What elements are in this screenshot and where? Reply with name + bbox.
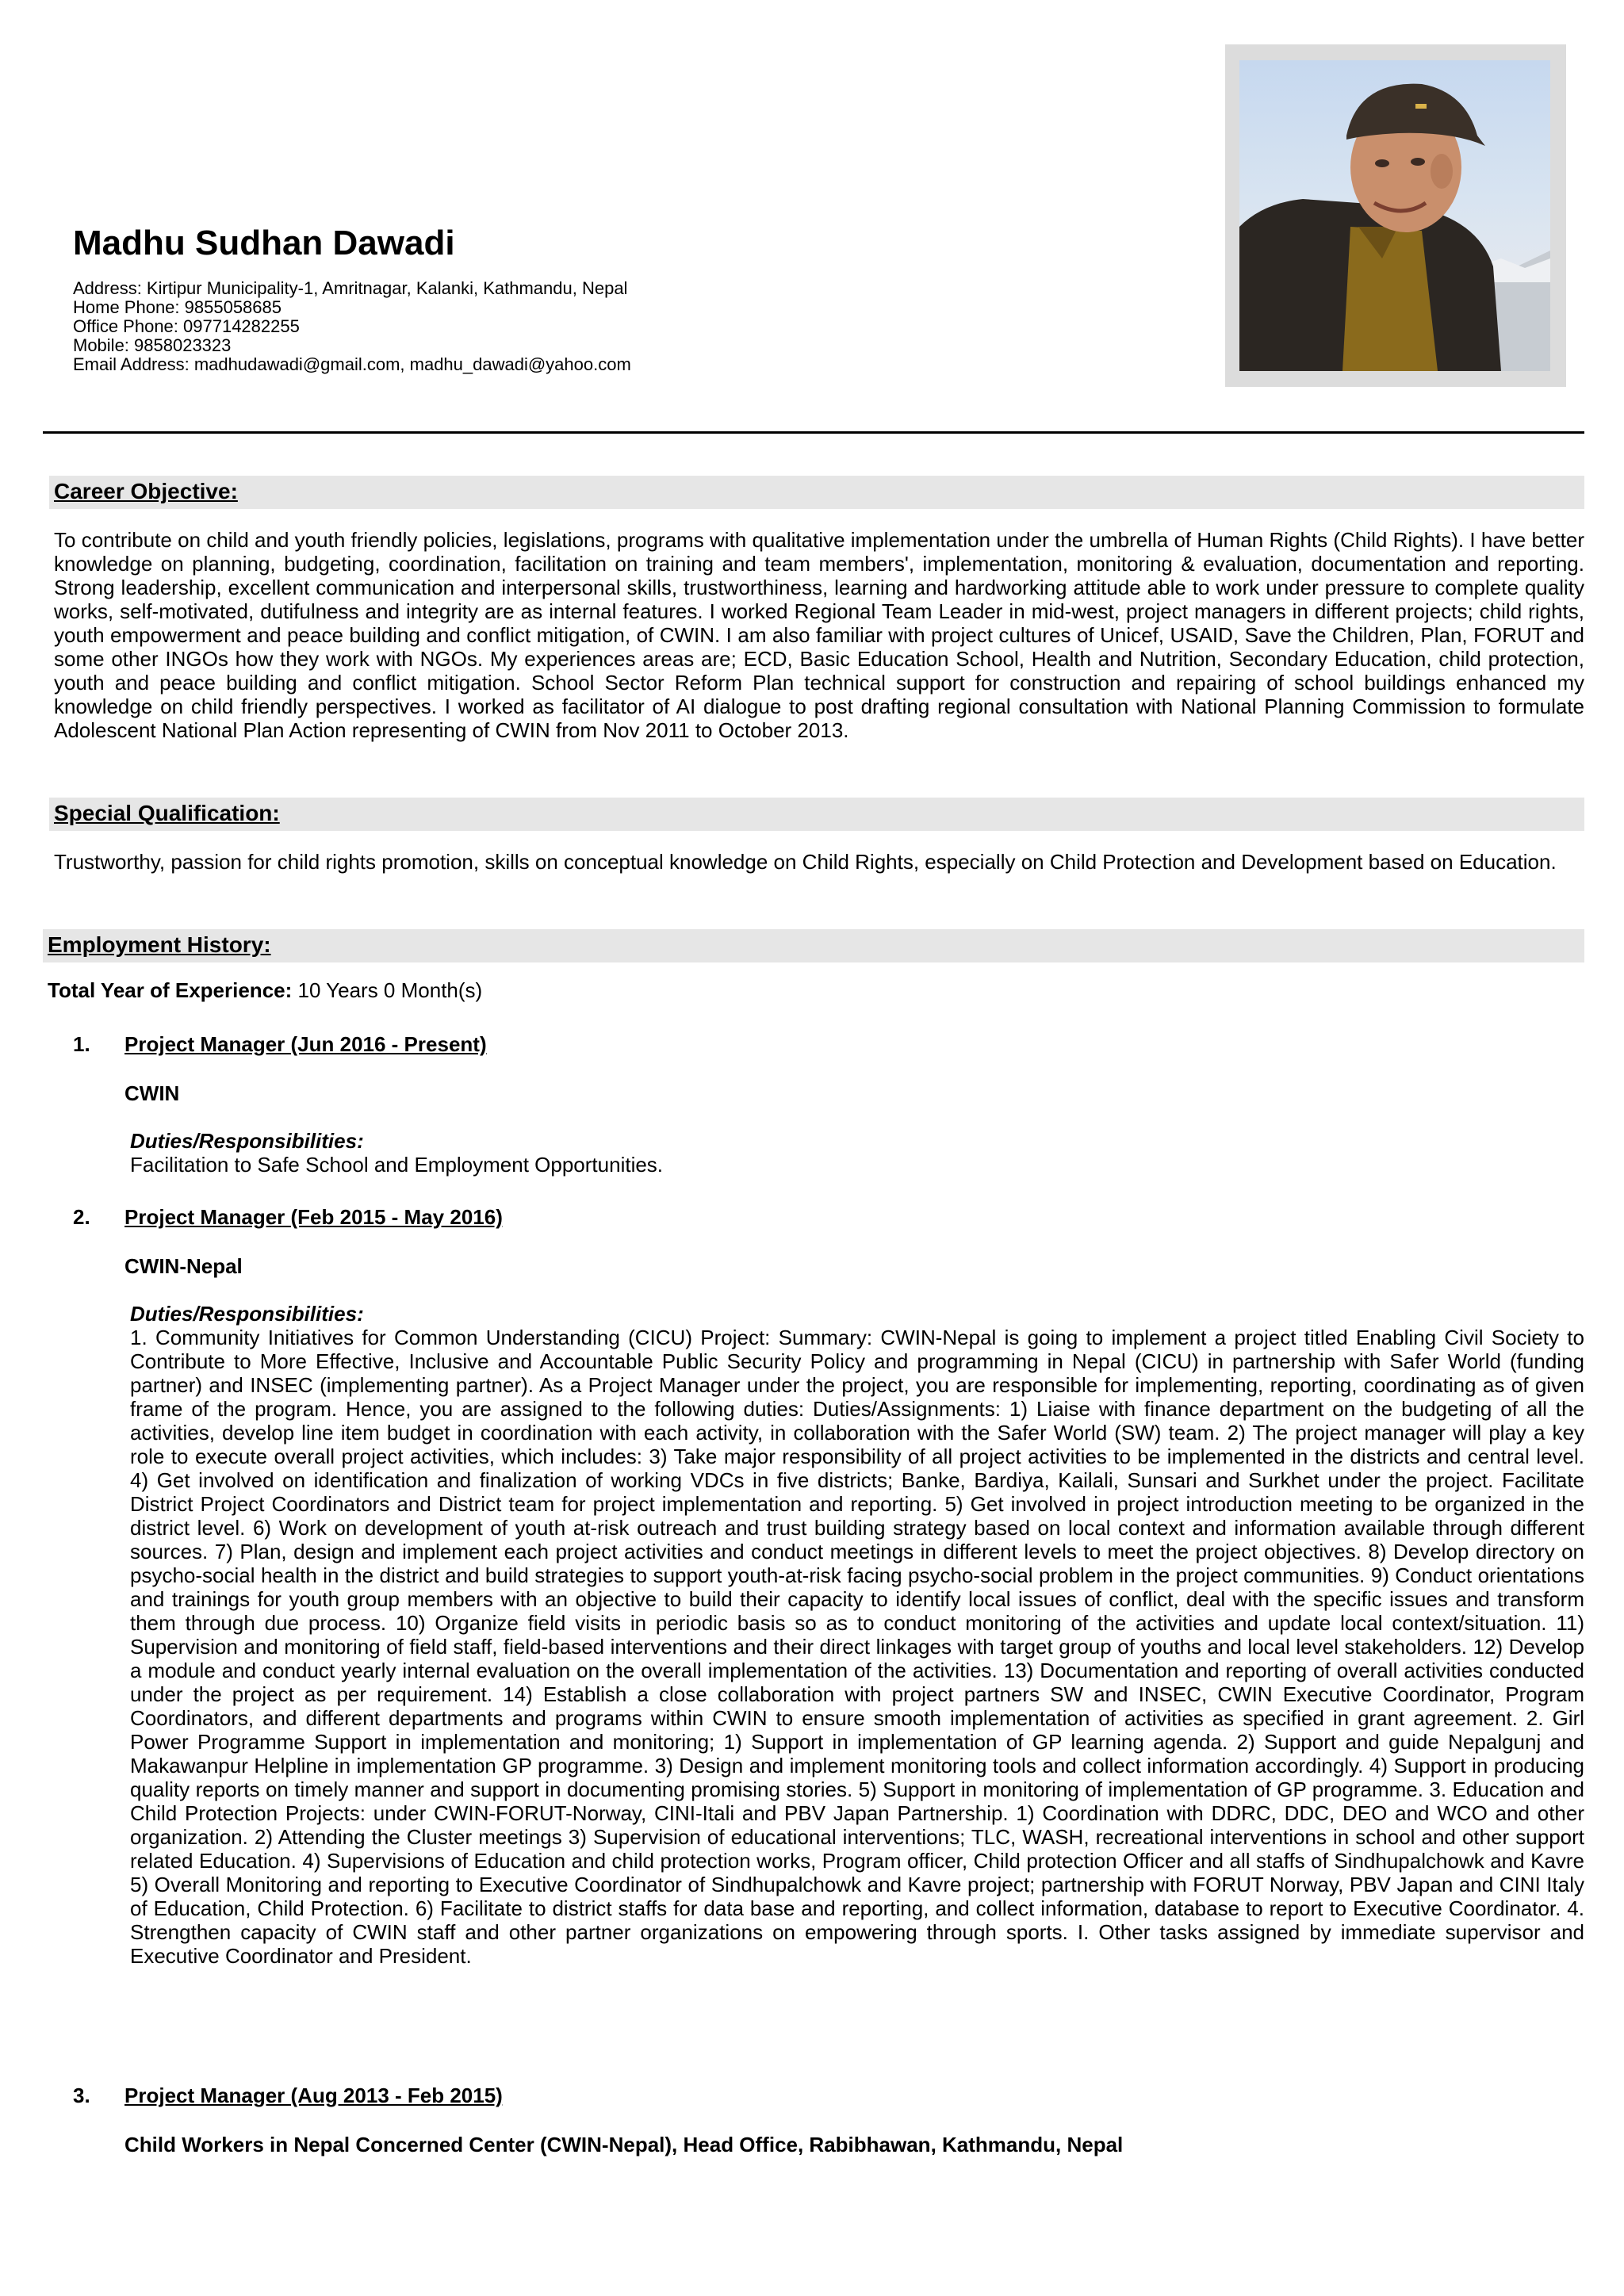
home-phone-line: Home Phone: 9855058685 [73, 297, 282, 317]
job-title: Project Manager (Feb 2015 - May 2016) [124, 1205, 503, 1229]
duties-label: Duties/Responsibilities: [130, 1302, 364, 1326]
total-experience-value: 10 Years 0 Month(s) [292, 978, 483, 1002]
duties-text: 1. Community Initiatives for Common Understanding (CICU) Project: Summary: CWIN-Nepal is going to implement a project titled Enabling Civil Society to Contribute to More Effective, Inclusive and Accountable Public Security Policy and programming in Nepal (CICU) in partnership with Safer World (funding partner) and INSEC (implementing partner). As a Project Manager under the project, you are responsible for implementing, reporting, coordinating as of given frame of the program. Hence, you are assigned to the following duties: Duties/Assignments: 1) Liaise with finance department on the budgeting of all the activities, develop line item budget in coordination with each activity, in collaboration with the Safer World (SW) team. 2) The project manager will play a key role to execute overall project activities, which includes: 3) Take major responsibility of all project activities to be implemented in the districts and central level. 4) Get involved on identification and finalization of working VDCs in five districts; Banke, Bardiya, Kailali, Sunsari and Surkhet under the project. Facilitate District Project Coordinators and District team for project implementation and reporting. 5) Get involved in project introduction meeting to be organized in the district level. 6) Work on development of youth at-risk outreach and trust building strategy based on local context and information available through different sources. 7) Plan, design and implement each project activities and conduct meetings in different levels to meet the project objectives. 8) Develop directory on psycho-social health in the district and build strategies to support youth-at-risk facing psycho-social problem in the project communities. 9) Conduct orientations and trainings for youth group members with an objective to build their capacity to identify local issues of conflict, deal with the specific issues and transform them through due process. 10) Organize field visits in periodic basis so as to conduct monitoring of the activities and update local context/situation. 11) Supervision and monitoring of field staff, field-based interventions and their direct linkages with target group of youths and local level stakeholders. 12) Develop a module and conduct yearly internal evaluation on the overall implementation of the activities. 13) Documentation and reporting of overall activities conducted under the project as per requirement. 14) Establish a close collaboration with project partners SW and INSEC, CWIN Executive Coordinator, Program Coordinators, and different departments and programs within CWIN to ensure smooth implementation of activities as specified in grant agreement. 2. Girl Power Programme Support in implementation and monitoring; 1) Support in implementation of GP learning agenda. 2) Support and guide Nepalgunj and Makawanpur Helpline in implementation GP programme. 3) Design and implement monitoring tools and collect information accordingly. 4) Support in producing quality reports on timely manner and support in documenting promising stories. 5) Support in monitoring of implementation of GP programme. 3. Education and Child Protection Projects: under CWIN-FORUT-Norway, CINI-Itali and PBV Japan Partnership. 1) Coordination with DDRC, DDC, DEO and WCO and other organization. 2) Attending the Cluster meetings 3) Supervision of educational interventions; TLC, WASH, recreational interventions in school and other support related Education. 4) Supervisions of Education and child protection works, Program officer, Child protection Officer and all staffs of Sindhupalchowk and Kavre 5) Overall Monitoring and reporting to Executive Coordinator of Sindhupalchowk and Kavre project; partnership with FORUT Norway, PBV Japan and CINI Italy of Education, Child Protection. 6) Facilitate to district staffs for data base and reporting, and collect information, database to report to Executive Coordinator. 4. Strengthen capacity of CWIN staff and other partner organizations on empowering through sports. I. Other tasks assigned by immediate supervisor and Executive Coordinator and President. [130, 1326, 1584, 1968]
job-title: Project Manager (Jun 2016 - Present) [124, 1032, 487, 1056]
career-objective-heading: Career Objective: [54, 479, 238, 503]
duties-text: Facilitation to Safe School and Employment Opportunities. [130, 1153, 664, 1177]
profile-photo-frame [1225, 44, 1566, 387]
job-title: Project Manager (Aug 2013 - Feb 2015) [124, 2084, 503, 2107]
career-objective-bar [49, 476, 1584, 509]
job-organization: CWIN [124, 1081, 180, 1105]
portrait-illustration [1239, 60, 1550, 371]
job-number: 1. [73, 1032, 90, 1056]
contact-block [73, 279, 631, 374]
duties-label: Duties/Responsibilities: [130, 1129, 364, 1153]
candidate-name: Madhu Sudhan Dawadi [73, 224, 455, 262]
header-divider [43, 431, 1584, 434]
total-experience [48, 978, 482, 1003]
special-qualification-text: Trustworthy, passion for child rights promotion, skills on conceptual knowledge on Child Rights, especially on Child Protection and Development based on Education. [54, 850, 1557, 874]
profile-photo [1239, 60, 1550, 371]
address-line: Address: Kirtipur Municipality-1, Amritnagar, Kalanki, Kathmandu, Nepal [73, 278, 628, 298]
job-number: 3. [73, 2084, 90, 2107]
email-line: Email Address: madhudawadi@gmail.com, madhu_dawadi@yahoo.com [73, 354, 631, 374]
job-organization: Child Workers in Nepal Concerned Center (CWIN-Nepal), Head Office, Rabibhawan, Kathmandu, Nepal [124, 2133, 1124, 2156]
job-organization: CWIN-Nepal [124, 1254, 243, 1278]
job-number: 2. [73, 1205, 90, 1229]
mobile-line: Mobile: 9858023323 [73, 335, 232, 355]
career-objective-text: To contribute on child and youth friendly policies, legislations, programs with qualitative implementation under the umbrella of Human Rights (Child Rights). I have better knowledge on planning, budgeting, coordination, facilitation on training and team members', implementation, monitoring & evaluation, documentation and reporting. Strong leadership, excellent communication and interpersonal skills, trustworthiness, learning and hardworking attitude able to work under pressure to complete quality works, self-motivated, dutifulness and integrity are as internal features. I worked Regional Team Leader in mid-west, project managers in different projects; child rights, youth empowerment and peace building and conflict mitigation, of CWIN. I am also familiar with project cultures of Unicef, USAID, Save the Children, Plan, FORUT and some other INGOs how they work with NGOs. My experiences areas are; ECD, Basic Education School, Health and Nutrition, Secondary Education, child protection, youth and peace building and conflict mitigation. School Sector Reform Plan technical support for construction and repairing of school buildings enhanced my knowledge on child friendly perspectives. I worked as facilitator of AI dialogue to post drafting regional consultation with National Planning Commission to formulate Adolescent National Plan Action representing of CWIN from Nov 2011 to October 2013. [54, 528, 1584, 742]
total-experience-label: Total Year of Experience: [48, 978, 293, 1002]
employment-history-bar [43, 929, 1584, 962]
office-phone-line: Office Phone: 097714282255 [73, 316, 300, 336]
special-qualification-heading: Special Qualification: [54, 801, 280, 825]
employment-history-heading: Employment History: [48, 932, 271, 957]
